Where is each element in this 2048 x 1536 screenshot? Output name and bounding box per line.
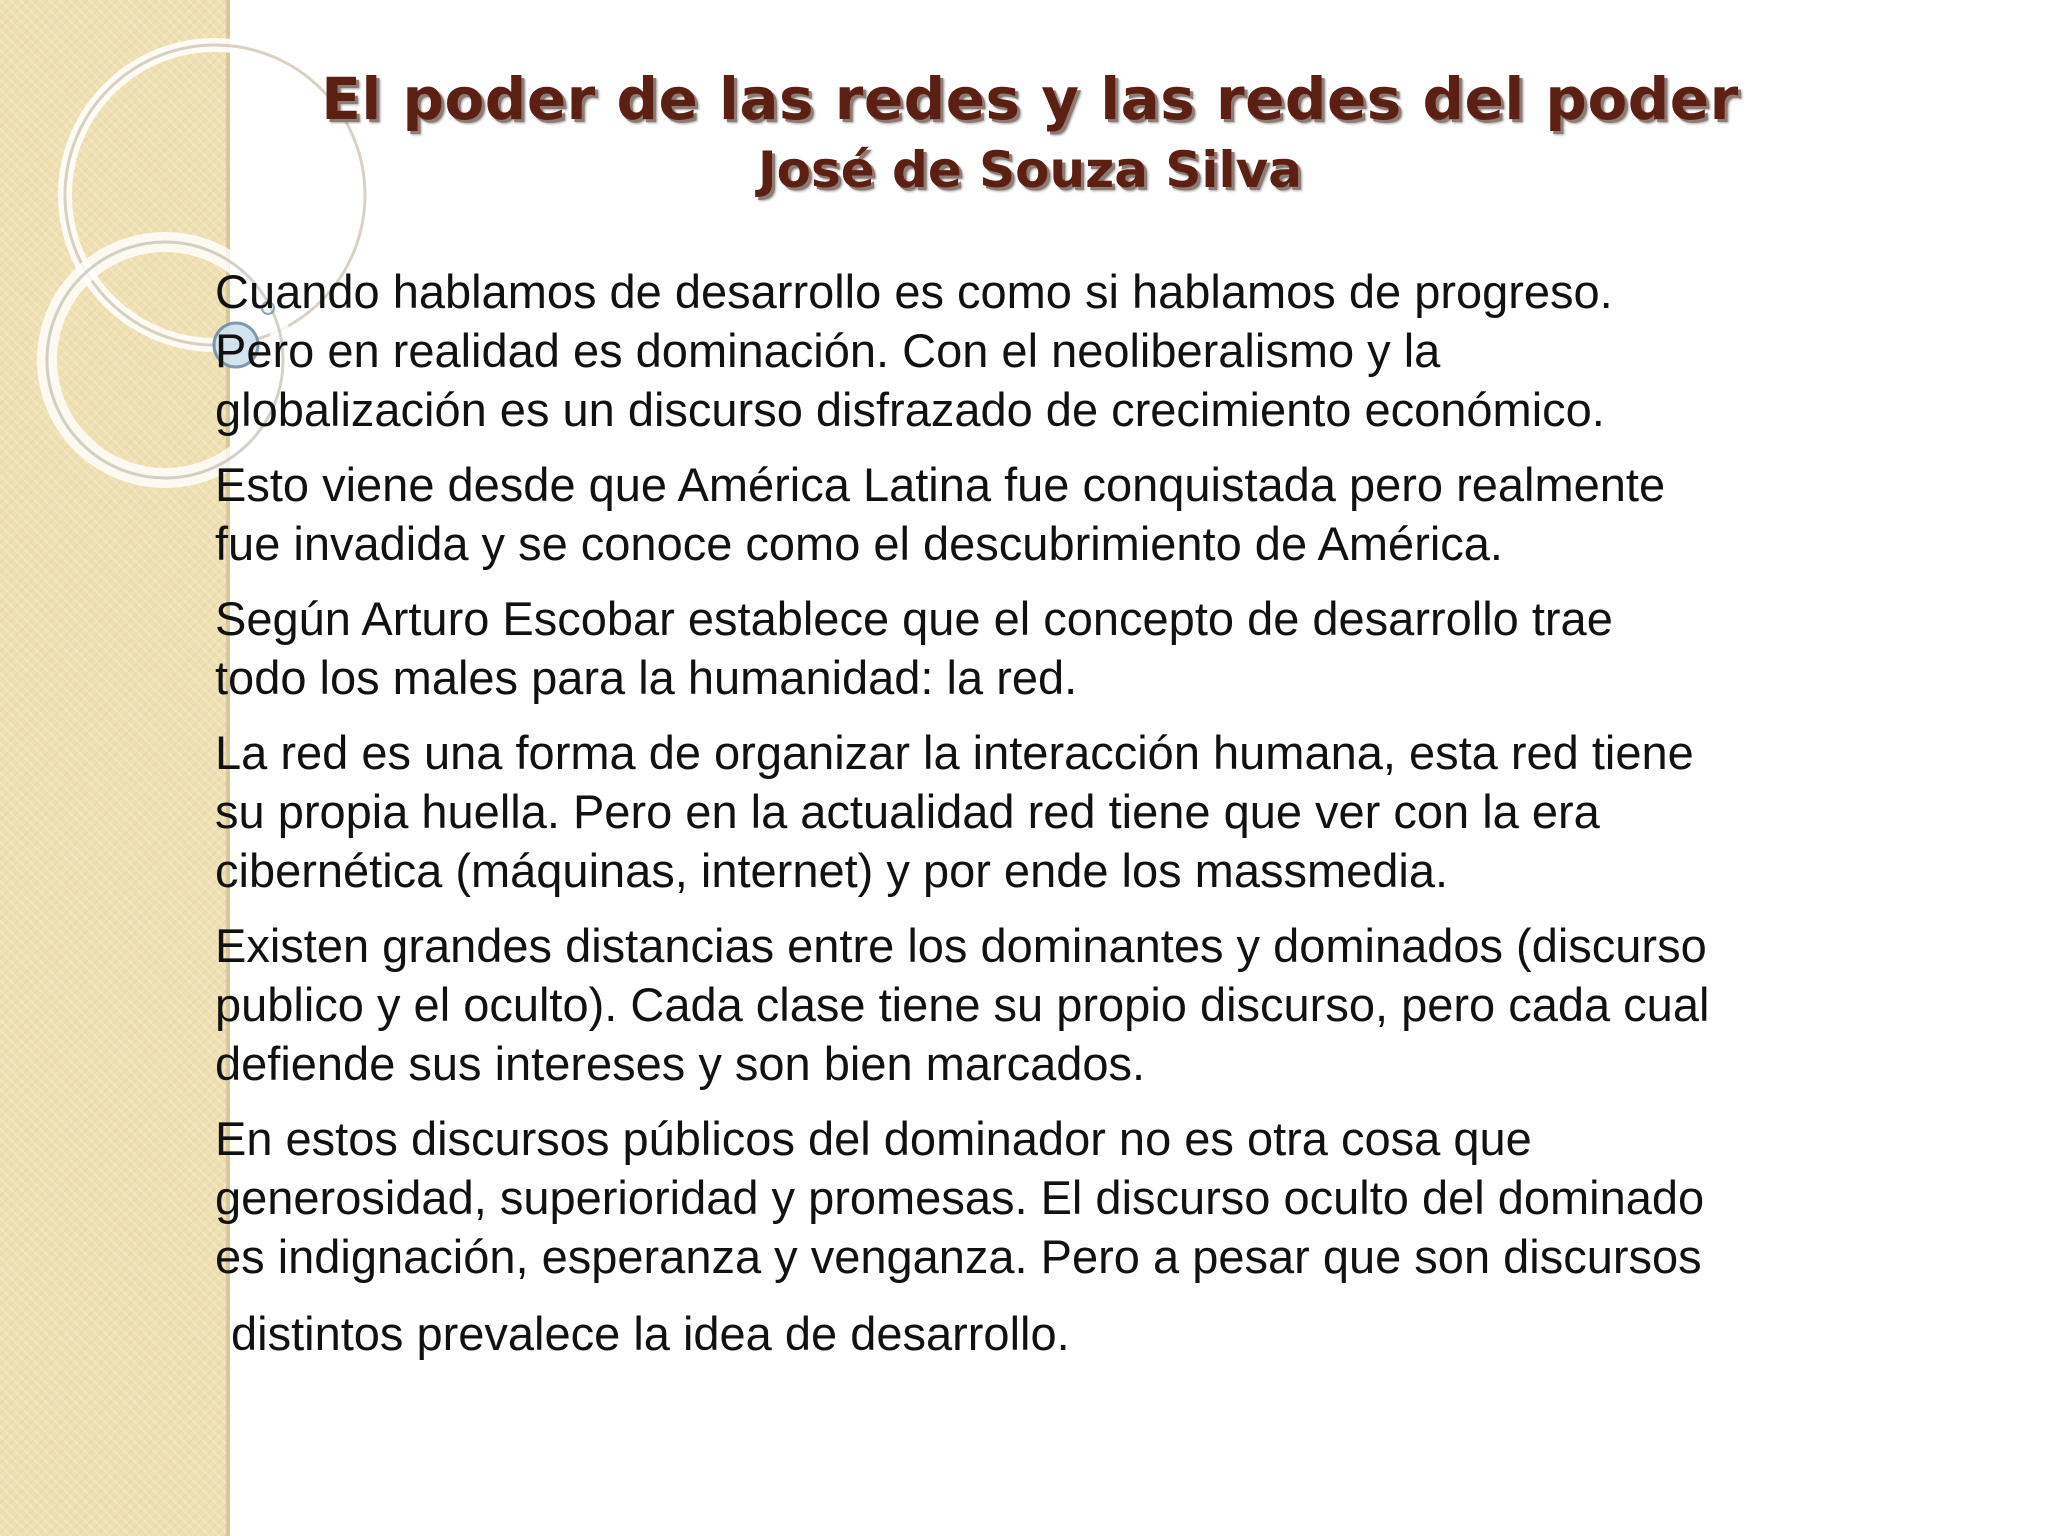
paragraph: Esto viene desde que América Latina fue conquistada pero realmente fue invadida y se conoce como el descubrimiento de América. — [215, 458, 1666, 570]
paragraph: Según Arturo Escobar establece que el concepto de desarrollo trae todo los males para la humanidad: la red. — [215, 592, 1613, 704]
paragraph: La red es una forma de organizar la interacción humana, esta red tiene su propia huella. Pero en la actualidad red tiene que ver con la era cibernética (máquinas, internet) y por ende los massmedia. — [215, 726, 1694, 897]
slide-title: El poder de las redes y las redes del poder — [321, 65, 1739, 133]
slide-body — [215, 262, 1895, 1379]
paragraph: distintos prevalece la idea de desarrollo. — [231, 1307, 1070, 1360]
paragraph: Cuando hablamos de desarrollo es como si hablamos de progreso. Pero en realidad es dominación. Con el neoliberalismo y la globalización es un discurso disfrazado de crecimiento económico. — [215, 265, 1613, 436]
title-block — [230, 62, 1830, 204]
paragraph: En estos discursos públicos del dominador no es otra cosa que generosidad, superioridad y promesas. El discurso oculto del dominado es indignación, esperanza y venganza. Pero a pesar que son discursos — [215, 1112, 1705, 1283]
paragraph: Existen grandes distancias entre los dominantes y dominados (discurso publico y el oculto). Cada clase tiene su propio discurso, pero cada cual defiende sus intereses y son bien marcados. — [215, 919, 1710, 1090]
slide-author: José de Souza Silva — [758, 141, 1302, 199]
